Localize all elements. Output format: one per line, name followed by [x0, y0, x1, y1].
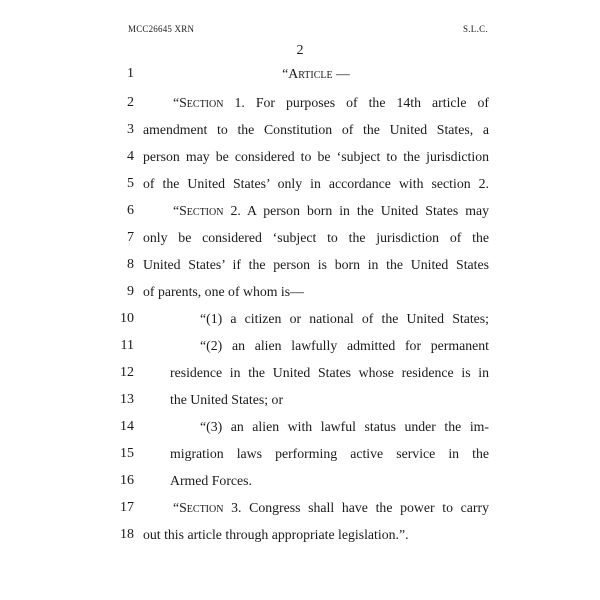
section-heading: Section: [179, 203, 224, 218]
section-heading: Section: [179, 95, 224, 110]
line-text: the United States; or: [170, 392, 284, 407]
line-text-rest: 2. A person born in the United States may: [223, 203, 489, 218]
line-text: Armed Forces.: [170, 473, 252, 488]
document-id: MCC26645 XRN: [128, 24, 195, 34]
text-line: [0, 333, 600, 359]
line-number: 14: [120, 419, 134, 434]
text-line: [0, 495, 600, 521]
line-text: of the United States’ only in accordance with section 2.: [143, 176, 489, 191]
line-text: “(3) an alien with lawful status under the im-: [200, 419, 489, 434]
text-line: [0, 90, 600, 116]
line-text: [173, 202, 489, 220]
line-text: [173, 499, 489, 517]
line-text: [173, 94, 489, 112]
line-number: 6: [127, 203, 134, 218]
document-code: S.L.C.: [462, 24, 488, 34]
line-text: amendment to the Constitution of the United States, a: [143, 122, 489, 137]
text-line: [0, 117, 600, 143]
line-text: residence in the United States whose residence is in: [170, 365, 489, 380]
text-line: [0, 144, 600, 170]
line-text-rest: 3. Congress shall have the power to carry: [223, 500, 489, 515]
line-text-rest: 1. For purposes of the 14th article of: [223, 95, 489, 110]
line-number: 1: [127, 66, 134, 81]
text-line: [0, 225, 600, 251]
line-number: 2: [127, 95, 134, 110]
line-number: 17: [120, 500, 134, 515]
text-line: [0, 279, 600, 305]
line-number: 15: [120, 446, 134, 461]
line-text: “(1) a citizen or national of the United States;: [200, 311, 489, 326]
line-number: 13: [120, 392, 134, 407]
text-line: [0, 61, 600, 87]
text-line: [0, 360, 600, 386]
line-text: United States’ if the person is born in the United States: [143, 257, 489, 272]
line-text-rest: —: [332, 66, 350, 81]
text-line: [0, 306, 600, 332]
line-number: 9: [127, 284, 134, 299]
text-line: [0, 171, 600, 197]
line-number: 4: [127, 149, 134, 164]
line-text: of parents, one of whom is—: [143, 284, 304, 299]
text-line: [0, 198, 600, 224]
section-heading: Section: [179, 500, 224, 515]
line-number: 10: [120, 311, 134, 326]
text-line: [0, 387, 600, 413]
text-line: [0, 522, 600, 548]
line-number: 7: [127, 230, 134, 245]
line-text: out this article through appropriate legislation.”.: [143, 527, 409, 542]
line-number: 16: [120, 473, 134, 488]
line-text: only be considered ‘subject to the jurisdiction of the: [143, 230, 489, 245]
text-line: [0, 414, 600, 440]
line-number: 3: [127, 122, 134, 137]
line-number: 11: [120, 338, 134, 353]
line-number: 18: [120, 527, 134, 542]
line-text: migration laws performing active service in the: [170, 446, 489, 461]
line-text: person may be considered to be ‘subject to the jurisdiction: [143, 149, 489, 164]
page-number: 2: [296, 43, 304, 58]
text-line: [0, 441, 600, 467]
line-text: “(2) an alien lawfully admitted for permanent: [200, 338, 489, 353]
line-number: 12: [120, 365, 134, 380]
quote-mark: “: [173, 500, 180, 515]
quote-mark: “: [282, 66, 289, 81]
text-line: [0, 252, 600, 278]
quote-mark: “: [173, 203, 180, 218]
quote-mark: “: [173, 95, 180, 110]
text-line: [0, 468, 600, 494]
line-number: 5: [127, 176, 134, 191]
line-number: 8: [127, 257, 134, 272]
line-text: [143, 65, 489, 83]
article-heading: Article: [288, 66, 333, 81]
